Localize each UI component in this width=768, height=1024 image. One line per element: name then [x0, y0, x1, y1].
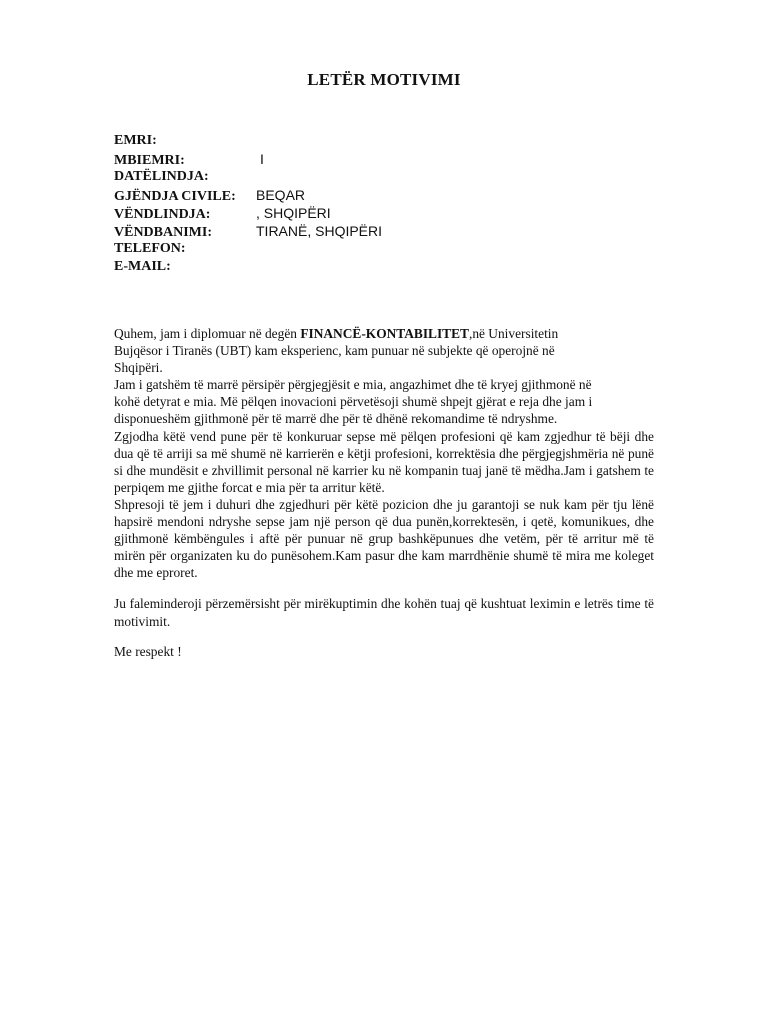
self-description-paragraph: Shpresoji të jem i duhuri dhe zgjedhuri për këtë pozicion dhe ju garantoji se nuk kam për tju lënë hapsirë mendoni ndryshe sepse jam një person që dua punën,korrektesën, i qetë, komunikues, dhe gjithmonë këmbëngules i aftë për punuar në grup bashkëpunues dhe vetëm, për të arritur më të mirën për organizaten ku do punësohem.Kam pasur dhe kam marrdhënie shumë të mira me koleget dhe me eproret. — [114, 496, 654, 581]
motivation-paragraph: Zgjodha këtë vend pune për të konkuruar sepse më pëlqen profesioni që kam zgjedhur të bëji dhe dua që të arriji sa më shumë në karrierën e këtji profesioni, korrektësia dhe përgjegjshmëria në punë si dhe mundësit e zhvillimit personal në karrier ku në kompanin tuaj janë të mëdha.Jam i gatshem te perpiqem me gjithe forcat e mia për ta arritur këtë. — [114, 428, 654, 495]
info-value: , SHQIPËRI — [256, 205, 331, 221]
info-label: TELEFON: — [114, 241, 186, 256]
info-value: TIRANË, SHQIPËRI — [256, 223, 383, 239]
intro-text: Bujqësor i Tiranës (UBT) kam eksperienc, kam punuar në subjekte që operojnë në — [114, 343, 555, 359]
info-label: E-MAIL: — [114, 259, 171, 274]
info-label: GJËNDJA CIVILE: — [114, 189, 236, 204]
intro-text: Shqipëri. — [114, 360, 163, 376]
info-row-birthplace — [114, 204, 614, 222]
info-row-phone — [114, 240, 614, 258]
letter-body — [114, 325, 654, 660]
document-title: LETËR MOTIVIMI — [307, 70, 461, 89]
paragraph-line: kohë detyrat e mia. Më pëlqen inovacioni përvetësoji shumë shpejt gjërat e reja dhe jam i — [114, 394, 593, 410]
spacer — [114, 581, 654, 595]
info-value: BEQAR — [256, 187, 306, 203]
personal-info-block — [114, 132, 614, 276]
degree-highlight: FINANCË-KONTABILITET — [300, 326, 469, 341]
paragraph-line: Jam i gatshëm të marrë përsipër përgjegjësit e mia, angazhimet dhe të kryej gjithmonë në — [114, 377, 592, 393]
info-label: VËNDLINDJA: — [114, 207, 211, 222]
info-row-surname — [114, 150, 614, 168]
info-row-civil-status — [114, 186, 614, 204]
intro-paragraph — [114, 325, 654, 376]
intro-text: Quhem, jam i diplomuar në degën — [114, 326, 301, 341]
info-value: I — [260, 151, 264, 167]
info-row-residence — [114, 222, 614, 240]
paragraph-line: disponueshëm gjithmonë për të marrë dhe për të dhënë rekomandime të ndryshme. — [114, 411, 558, 427]
responsibility-paragraph — [114, 376, 654, 427]
info-row-birthdate — [114, 168, 614, 186]
spacer — [114, 630, 654, 643]
info-label: MBIEMRI: — [114, 153, 185, 168]
info-row-email — [114, 258, 614, 276]
thanks-paragraph: Ju faleminderoji përzemërsisht për mirëkuptimin dhe kohën tuaj që kushtuat leximin e letrës time të motivimit. — [114, 596, 654, 629]
info-label: VËNDBANIMI: — [114, 225, 212, 240]
closing-line: Me respekt ! — [114, 643, 182, 659]
intro-text: ,në Universitetin — [468, 326, 559, 341]
info-label: DATËLINDJA: — [114, 169, 209, 184]
info-label: EMRI: — [114, 133, 157, 148]
info-row-name — [114, 132, 614, 150]
